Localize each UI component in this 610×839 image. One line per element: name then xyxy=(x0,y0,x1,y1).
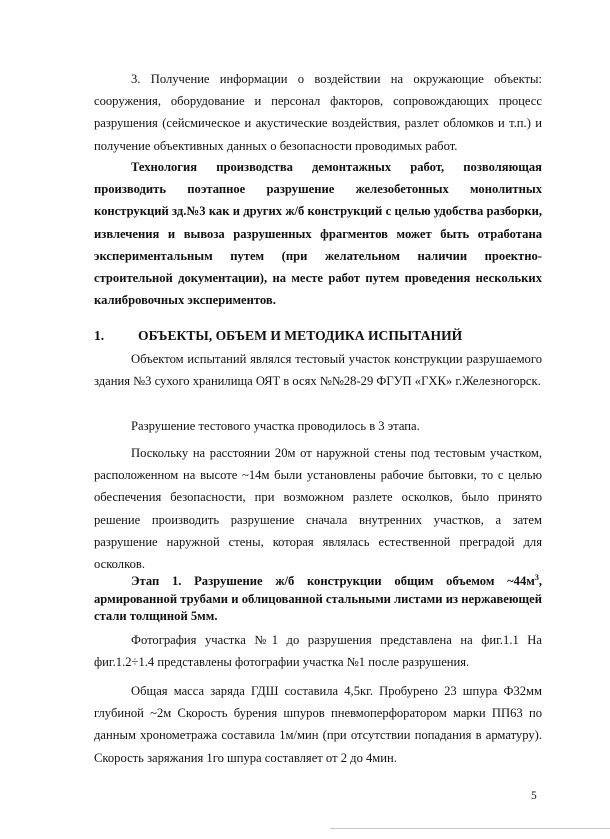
scan-edge-line xyxy=(330,828,610,829)
stage1-text-after: , армированной трубами и облицованной стальными листами из нержавеющей стали толщиной 5мм. xyxy=(94,574,542,623)
charge-paragraph: Общая масса заряда ГДШ составила 4,5кг. Пробурено 23 шпура Ф32мм глубиной ~2м Скорость бурения шпуров пневмоперфоратором марки ПП63 по данным хронометража составила 1м/мин (при отсутствии попадания в арматуру). Скорость заряжания 1го шпура составляет от 2 до 4мин. xyxy=(94,684,542,765)
intro-paragraph: 3. Получение информации о воздействии на окружающие объекты: сооружения, оборудование и персонал факторов, сопровождающих процесс разрушения (сейсмическое и акустические воздействия, разлет обломков и т.п.) и получение объективных данных о безопасности проводимых работ. xyxy=(94,72,542,153)
section-number: 1. xyxy=(94,328,105,343)
object-paragraph: Объектом испытаний являлся тестовый участок конструкции разрушаемого здания №3 сухого хранилища ОЯТ в осях №№28-29 ФГУП «ГХК» г.Железногорск. xyxy=(94,352,542,389)
page-number: 5 xyxy=(531,790,537,802)
section-title: ОБЪЕКТЫ, ОБЪЕМ И МЕТОДИКА ИСПЫТАНИЙ xyxy=(138,328,463,343)
photo-paragraph: Фотография участка №1 до разрушения представлена на фиг.1.1 На фиг.1.2÷1.4 представлены фотографии участка №1 после разрушения. xyxy=(94,633,542,670)
stage1-text-before: Этап 1. Разрушение ж/б конструкции общим объемом ~44м xyxy=(131,574,535,588)
stage1-superscript: 3 xyxy=(534,572,539,582)
stages-paragraph: Разрушение тестового участка проводилось в 3 этапа. xyxy=(131,419,420,433)
stage1-heading xyxy=(94,573,542,626)
distance-paragraph: Поскольку на расстоянии 20м от наружной стены под тестовым участком, расположенном на высоте ~14м были установлены рабочие бытовки, то с целью обеспечения безопасности, при возможном разлете осколков, было принято решение производить разрушение сначала внутренних участков, а затем разрушение наружной стены, которая являлась естественной преградой для осколков. xyxy=(94,446,542,572)
technology-paragraph: Технология производства демонтажных работ, позволяющая производить поэтапное разрушение железобетонных монолитных конструкций зд.№3 как и других ж/б конструкций с целью удобства разборки, извлечения и вывоза разрушенных фрагментов может быть отработана экспериментальным путем (при желательном наличии проектно-строительной документации), на месте работ путем проведения нескольких калибровочных экспериментов. xyxy=(94,160,542,308)
section-heading xyxy=(94,325,542,347)
